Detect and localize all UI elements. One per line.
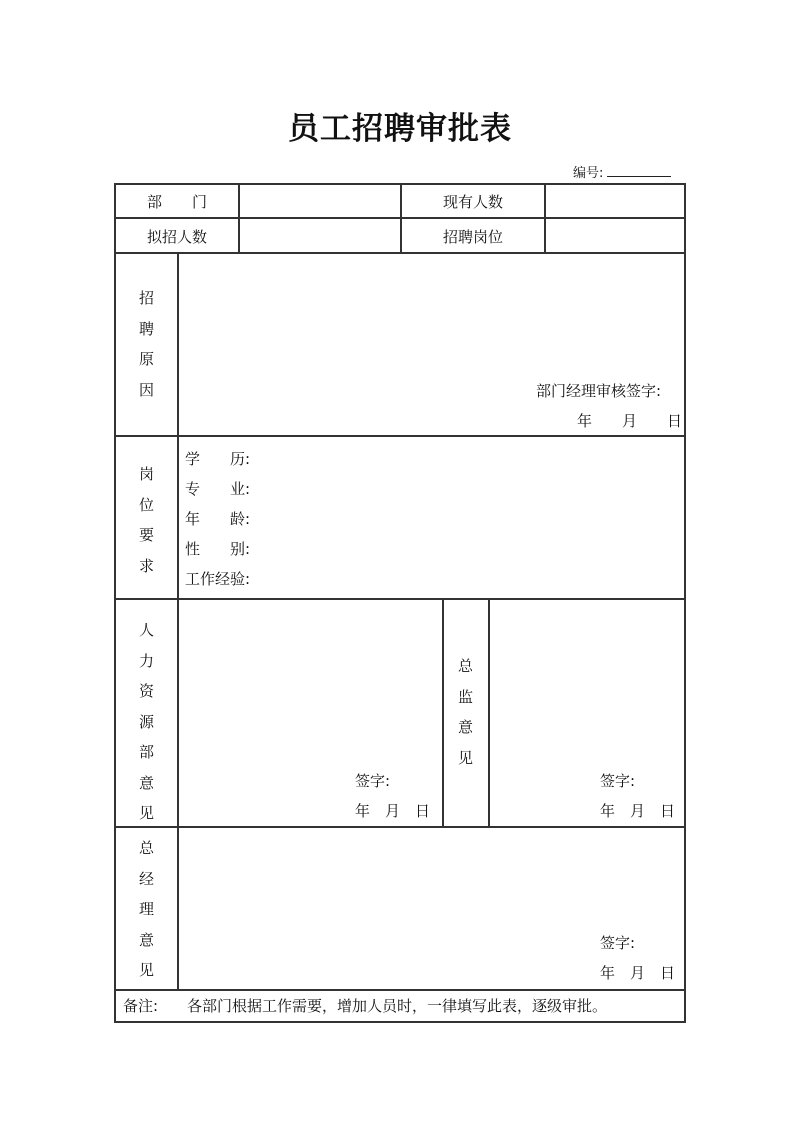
major-requirement-label: 专 业: xyxy=(185,480,251,498)
current-headcount-label: 现有人数 xyxy=(442,193,503,211)
manager-review-signature-label: 部门经理审核签字: xyxy=(536,382,662,400)
director-section-left-divider xyxy=(442,598,444,826)
hr-signature-label: 签字: xyxy=(355,772,391,790)
general-manager-signature-label: 签字: xyxy=(600,934,636,952)
education-requirement-label: 学 历: xyxy=(185,450,251,468)
manager-review-date-label: 年 月 日 xyxy=(577,412,683,430)
director-opinion-label: 总监意见 xyxy=(457,657,473,767)
recruitment-approval-form xyxy=(114,183,686,1023)
director-signature-label: 签字: xyxy=(600,772,636,790)
form-row-divider-4 xyxy=(116,598,686,600)
form-row-divider-2 xyxy=(116,252,686,254)
age-requirement-label: 年 龄: xyxy=(185,510,251,528)
planned-headcount-label: 拟招人数 xyxy=(146,228,207,246)
department-label: 部 门 xyxy=(146,193,207,211)
director-date-label: 年 月 日 xyxy=(600,802,676,820)
general-manager-date-label: 年 月 日 xyxy=(600,964,676,982)
section-label-divider xyxy=(177,252,179,989)
position-requirements-label: 岗位要求 xyxy=(138,465,154,575)
remarks-label: 备注: xyxy=(123,997,159,1015)
gender-requirement-label: 性 别: xyxy=(185,540,251,558)
recruitment-position-label: 招聘岗位 xyxy=(442,228,503,246)
form-number-field xyxy=(573,162,683,182)
work-experience-requirement-label: 工作经验: xyxy=(185,570,251,588)
form-column-divider-3 xyxy=(544,185,546,252)
hr-department-opinion-label: 人力资源部意见 xyxy=(138,621,154,822)
form-column-divider-1 xyxy=(238,185,240,252)
general-manager-opinion-label: 总经理意见 xyxy=(138,839,154,979)
form-row-divider-6 xyxy=(116,989,686,991)
form-number-label: 编号: xyxy=(573,166,604,181)
director-section-right-divider xyxy=(488,598,490,826)
recruitment-reason-label: 招聘原因 xyxy=(138,289,154,399)
remarks-text: 各部门根据工作需要，增加人员时，一律填写此表，逐级审批。 xyxy=(187,997,608,1015)
form-row-divider-3 xyxy=(116,435,686,437)
form-row-divider-5 xyxy=(116,826,686,828)
form-number-blank-line[interactable] xyxy=(607,162,671,177)
page-title: 员工招聘审批表 xyxy=(288,111,512,147)
hr-date-label: 年 月 日 xyxy=(355,802,431,820)
